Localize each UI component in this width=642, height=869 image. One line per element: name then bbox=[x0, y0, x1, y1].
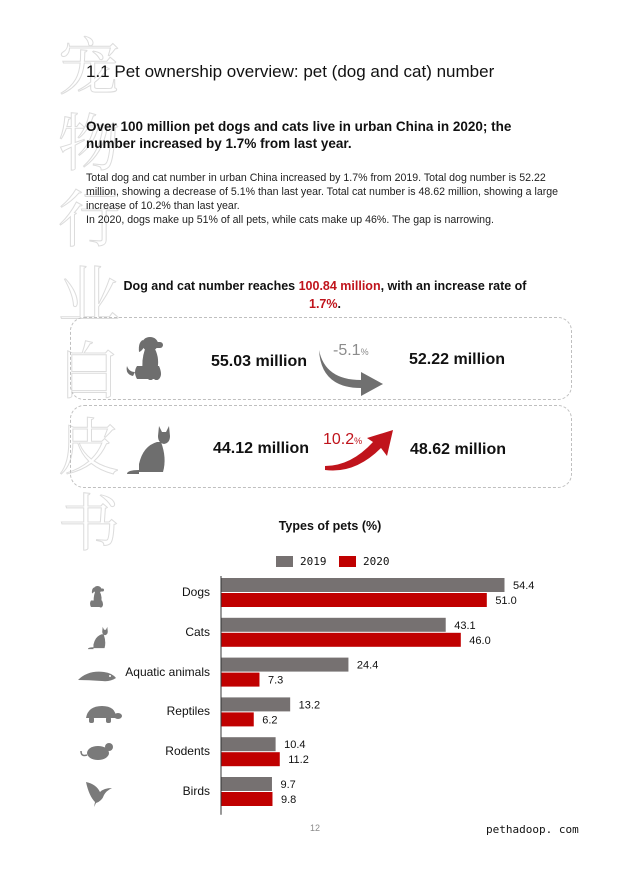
cats-change-unit: % bbox=[354, 436, 363, 446]
bar-label-2019-0: 54.4 bbox=[513, 580, 535, 592]
section-title: 1.1 Pet ownership overview: pet (dog and cat) number bbox=[86, 62, 495, 81]
category-label: Dogs bbox=[181, 585, 210, 599]
watermark-char: 物 bbox=[58, 107, 121, 180]
dogs-to-value: 52.22 million bbox=[409, 351, 506, 368]
bar-label-2020-4: 11.2 bbox=[288, 754, 309, 767]
bar-label-2019-3: 13.2 bbox=[298, 699, 321, 712]
bar-2019-3 bbox=[222, 697, 291, 711]
bar-label-2020-5: 9.8 bbox=[280, 794, 297, 806]
dogs-from-value: 55.03 million bbox=[211, 353, 308, 370]
bar-label-2020-0: 51.0 bbox=[495, 595, 517, 607]
category-label: Aquatic animals bbox=[125, 665, 210, 679]
category-label: Birds bbox=[182, 784, 210, 798]
bar-2019-0 bbox=[222, 578, 505, 592]
bar-2020-3 bbox=[222, 712, 254, 726]
bar-label-2019-5: 9.7 bbox=[280, 779, 296, 791]
site-url: pethadoop. com bbox=[486, 823, 579, 836]
bar-label-2020-1: 46.0 bbox=[469, 634, 491, 647]
dogs-change-value: -5.1 bbox=[333, 342, 361, 359]
cats-change-value: 10.2 bbox=[323, 431, 355, 448]
bar-label-2019-4: 10.4 bbox=[284, 739, 306, 752]
summary-suffix: . bbox=[337, 297, 341, 311]
bar-label-2019-1: 43.1 bbox=[454, 619, 476, 632]
bar-2020-0 bbox=[222, 593, 487, 607]
summary-rate: 1.7% bbox=[309, 297, 338, 311]
watermark-char: 皮 bbox=[58, 411, 121, 484]
category-label: Cats bbox=[185, 625, 210, 639]
bar-2019-5 bbox=[222, 777, 272, 791]
cats-from-value: 44.12 million bbox=[213, 440, 310, 457]
legend-label-2019: 2019 bbox=[300, 555, 327, 568]
summary-total: 100.84 million bbox=[298, 279, 381, 293]
bar-2020-2 bbox=[222, 673, 260, 687]
chart-title: Types of pets (%) bbox=[278, 519, 382, 533]
headline: Over 100 million pet dogs and cats live in urban China in 2020; the number increased by 1.7% from last year. bbox=[86, 119, 512, 151]
bar-2019-2 bbox=[222, 658, 349, 672]
legend-label-2020: 2020 bbox=[363, 555, 390, 568]
watermark-char: 白 bbox=[58, 335, 121, 408]
body-paragraph: In 2020, dogs make up 51% of all pets, while cats make up 46%. The gap is narrowing. bbox=[86, 214, 494, 226]
bar-label-2019-2: 24.4 bbox=[356, 659, 379, 672]
page-number: 12 bbox=[310, 823, 321, 833]
cats-to-value: 48.62 million bbox=[410, 441, 507, 458]
bar-2019-1 bbox=[222, 618, 446, 632]
bar-2020-1 bbox=[222, 633, 461, 647]
summary-mid: , with an increase rate of bbox=[380, 279, 527, 293]
watermark-char: 行 bbox=[58, 183, 121, 256]
watermark-char: 业 bbox=[58, 259, 121, 332]
bar-label-2020-3: 6.2 bbox=[262, 714, 278, 727]
summary-prefix: Dog and cat number reaches bbox=[123, 279, 299, 293]
watermark-char: 宠 bbox=[58, 31, 121, 104]
dogs-change-unit: % bbox=[360, 347, 369, 357]
body-paragraph: Total dog and cat number in urban China increased by 1.7% from 2019. Total dog number is 52.22 million, showing a decrease of 5.1% than last year. Total cat number is 48.62 million, showing a large increase of 10.2% than last year. bbox=[86, 172, 559, 212]
category-label: Reptiles bbox=[166, 704, 210, 718]
bar-label-2020-2: 7.3 bbox=[267, 674, 284, 687]
bar-2020-5 bbox=[222, 792, 273, 806]
bar-2019-4 bbox=[222, 737, 276, 751]
watermark-char: 书 bbox=[58, 487, 121, 560]
category-label: Rodents bbox=[165, 744, 210, 758]
bar-2020-4 bbox=[222, 752, 280, 766]
